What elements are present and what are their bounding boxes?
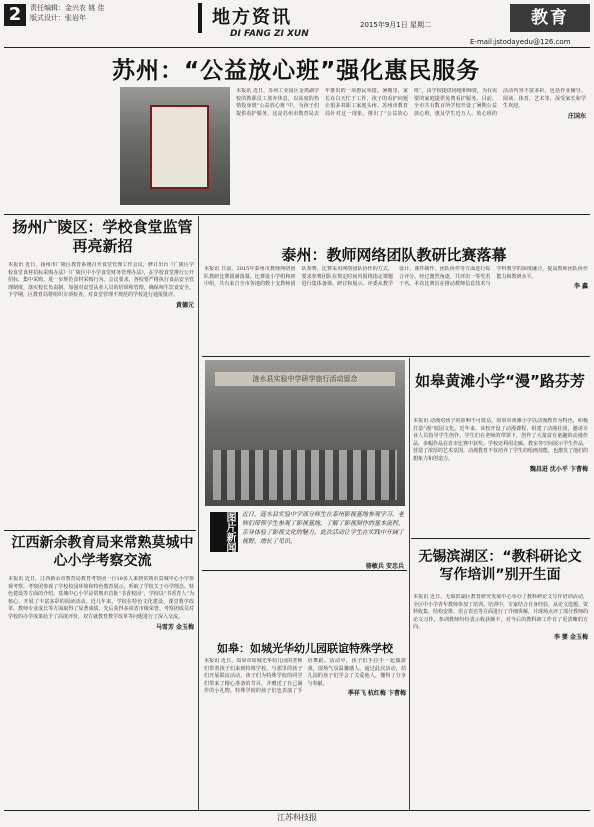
- divider-2: [4, 530, 196, 531]
- section-title-block: [200, 3, 350, 39]
- email-address: E-mail:jstodayedu@126.com: [470, 38, 571, 46]
- headline-taizhou: 泰州：教师网络团队教研比赛落幕: [281, 246, 507, 264]
- brand-logo: 教育: [510, 4, 590, 32]
- editor-line-2: 版式设计：张岩年: [30, 14, 86, 22]
- editor-credits: [30, 3, 104, 23]
- article-byline: 马雪芳 金玉梅: [155, 623, 194, 631]
- article-body-xinyu: [8, 576, 194, 808]
- article-byline: 魏昌进 沈小平 卞曹梅: [529, 465, 588, 473]
- group-of-students: [213, 450, 397, 500]
- article-text: 本报讯 动漫对孩子的影响不可低估，如皋市黄滩小学以动漫教育为特色，积极打造“漫”校园文化。近年来，该校开设了动漫课程，组建了动漫社团，邀请专业人员指导学生创作。学生们在老师的带领下，创作了大量富有童趣的动漫作品，多幅作品在省市比赛中获奖。学校还利用走廊、教室等空间展示学生作品，营造了浓厚的艺术氛围。动漫教育不仅培养了学生的绘画技能，也激发了他们的想象力和创造力。: [413, 418, 588, 462]
- column-divider-right: [409, 358, 410, 811]
- footer-rule: [4, 810, 590, 811]
- article-text: 本报讯 近日，苏州工业园区金鸡湖学校的教职员工放弃休息，以高度的热情投身到“公益放心班”中，为孩子们提供看护服务。这是苏州市教育局去年推出的一项惠民举措。暑期里，家长在白天忙于工作，孩子的看护问题让很多双职工家庭头疼。苏州市教育局针对这一现象，推出了“公益放心班”，由学校提供场地和师资，为有需要的家庭提供免费看护服务。目前，全市共有数百所学校开设了暑期公益放心班，惠及学生近万人。放心班的活动内容丰富多彩，包括作业辅导、阅读、体育、艺术等，深受家长和学生欢迎。: [236, 88, 586, 117]
- article-byline: 季祥飞 杭红梅 卞曹梅: [347, 690, 406, 698]
- headline-yangzhou: 扬州广陵区：学校食堂监管再亮新招: [12, 218, 193, 255]
- divider-4: [411, 538, 590, 539]
- footer-masthead: 江苏科技报: [277, 813, 317, 822]
- article-body-suzhou: [236, 88, 586, 212]
- photo-banner: 涟水县实验中学研学旅行活动留念: [215, 372, 395, 386]
- banner-plaque: [150, 105, 209, 189]
- article-body-wuxi: [413, 594, 588, 808]
- header-rule: [4, 47, 590, 48]
- headline-rugao-kg: 如皋：如城光华幼儿园联谊特殊学校: [217, 642, 393, 655]
- article-body-yangzhou: [8, 262, 194, 528]
- issue-date: 2015年9月1日 星期二: [360, 21, 431, 29]
- headline-rugao-art: 如皋黄滩小学“漫”路芬芳: [415, 372, 585, 390]
- headline-suzhou: 苏州：“公益放心班”强化惠民服务: [112, 58, 481, 84]
- article-text: 本报讯 日前，2015年泰州市教师网络团队教研比赛圆满落幕。比赛设小学组和初中组，共有来自全市各地的数十支教师团队参赛。比赛采用网络团队协作的方式，要求参赛团队在规定时间内围绕指定课题进行集体备课、研讨和展示。评委从教学设计、课件制作、团队协作等方面进行综合评分。经过激烈角逐，共评出一等奖若干名。本次比赛旨在推动教师信息技术与学科教学的深度融合，提高教师团队协作能力和教研水平。: [204, 266, 588, 288]
- headline-wuxi: 无锡滨湖区：“教科研论文写作培训”别开生面: [418, 549, 582, 583]
- photo-caption: 近日，涟水县实验中学部分师生在泰州影视基地参观学习。老师们带领学生参观了影视基地，了解了影视制作的基本流程，亲身体验了影视文化的魅力。此次活动让学生在实践中开阔了视野，增长了见识。: [242, 511, 404, 545]
- article-body-rugao-kg: [204, 658, 406, 808]
- article-text: 本报讯 近日，江西新余市教育局教育考察团一行10多人来到常熟市莫城中心小学参观考察。考察团参观了学校校园环境和特色教育展示，听取了学校关于办学理念、特色建设等方面的介绍。莫城中心小学是常熟市首批“书香校园”，学校以“书香育人”为核心，开展了丰富多彩的阅读活动。近几年来，学校在特色文化建设、课堂教学改革、教师专业成长等方面取得了显著成绩，先后获得多项省市级荣誉。考察团成员对学校的办学成果给予了高度评价，双方就教育教学改革等问题进行了深入交流。: [8, 576, 194, 620]
- article-body-rugao-art: [413, 418, 588, 532]
- article-text: 本报讯 近日，扬州市广陵区教育系统召开食堂管理工作会议，修订出台《广陵区学校食堂食材招标采购办法》《广陵区中小学食堂财务管理办法》，在学校食堂推行公开招标，集中采购，进一步规范食材采购行为。会议要求，各校要严格执行食品安全管理制度，落实校长负责制，加强对食堂从业人员的培训和管理，确保师生饮食安全。下学期，区教育局将组织专项检查，对食堂管理不规范的学校进行通报批评。: [8, 262, 194, 299]
- headline-xinyu: 江西新余教育局来常熟莫城中心小学考察交流: [11, 535, 194, 569]
- article-text: 本报讯 近日，无锡滨湖区教育研究发展中心举办了教科研论文写作培训活动，全区中小学青年教师参加了培训。培训中，专家结合自身经验，从论文选题、资料收集、结构安排、语言表达等方面进行了详细讲解，并现场点评了部分教师的论文习作。参训教师纷纷表示收获颇丰，对今后的教科研工作有了更清晰的方向。: [413, 594, 588, 631]
- divider-1: [4, 214, 590, 215]
- section-title: 地方资讯: [212, 7, 292, 28]
- photo-news-tag: 图片新闻: [210, 512, 238, 552]
- divider-3: [202, 356, 590, 357]
- article-body-taizhou: [204, 266, 588, 354]
- section-subtitle: DI FANG ZI XUN: [230, 29, 309, 39]
- photo-students: [205, 360, 405, 506]
- photo-suzhou: [120, 87, 230, 205]
- article-byline: 黄德元: [175, 301, 194, 309]
- photo-byline: 骆敏兵 安忠兵: [365, 563, 404, 570]
- editor-line-1: 责任编辑：金兴农 姚 佳: [30, 4, 105, 12]
- column-divider-left: [198, 216, 199, 811]
- article-byline: 庄国东: [567, 112, 586, 120]
- divider-5: [202, 570, 407, 571]
- article-byline: 李 婴 金玉梅: [553, 633, 588, 641]
- article-byline: 李 鑫: [573, 283, 588, 291]
- page-number: 2: [4, 4, 26, 26]
- article-text: 本报讯 近日，如皋市如城光华幼儿园的老师们带着孩子们来到特殊学校，与那里的孩子们开展联谊活动。孩子们为特殊学校的同学们带来了精心准备的节目，并赠送了自己制作的小礼物。特殊学校的孩子们也表演了手语舞蹈。活动中，孩子们手拉手一起做游戏，现场气氛温馨感人。通过此次活动，幼儿园的孩子们学会了关爱他人，懂得了分享与奉献。: [204, 658, 406, 695]
